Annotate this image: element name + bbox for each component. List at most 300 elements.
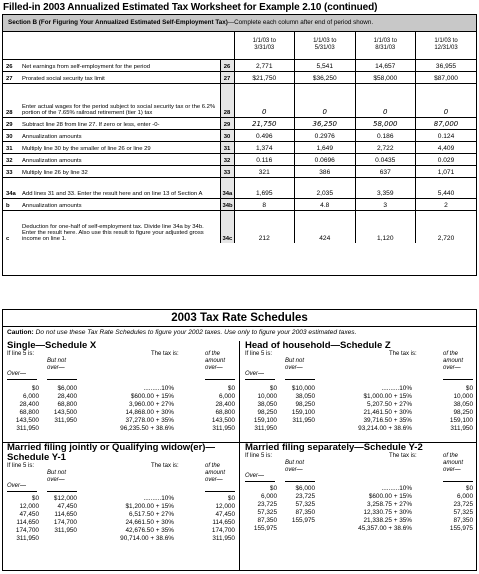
line-description: Net earnings from self-employment for the period xyxy=(20,59,220,71)
worksheet-row-29 xyxy=(3,117,476,129)
label-line: over— xyxy=(205,365,223,371)
label-line: But not xyxy=(47,358,67,364)
schedule-cell-4: $0 xyxy=(465,385,473,392)
line-value-col-3: 0 xyxy=(355,83,416,117)
line-value-col-4: 1,071 xyxy=(416,165,477,177)
schedule-cell-3: 21,461.50 + 30% xyxy=(363,409,412,416)
line-value-col-4: 87,000 xyxy=(416,117,477,129)
line-value-col-3: 0.0435 xyxy=(355,153,416,165)
line-box-number: 32 xyxy=(220,153,234,165)
schedule-cell-2: 98,250 xyxy=(295,401,315,408)
header-blank xyxy=(220,32,234,59)
line-box-number: 27 xyxy=(220,71,234,83)
schedule-row xyxy=(245,509,477,517)
column-header-line: 3/31/03 xyxy=(254,44,275,51)
schedule-cell-3: 93,214.00 + 38.6% xyxy=(358,425,412,432)
schedule-cell-2: 159,100 xyxy=(291,409,315,416)
schedule-cell-2: $6,000 xyxy=(295,485,315,492)
column-header-1 xyxy=(234,32,295,59)
line-value-col-1: 8 xyxy=(234,198,295,210)
section-b-heading-rest: —Complete each column after end of period shown. xyxy=(227,19,374,26)
schedule-column-labels xyxy=(245,453,477,483)
schedule-cell-3: ..........10% xyxy=(143,385,174,392)
schedule-cell-1: 38,050 xyxy=(257,401,277,408)
schedule-cell-1: 28,400 xyxy=(19,401,39,408)
schedule-row xyxy=(7,401,239,409)
schedule-cell-4: 68,800 xyxy=(215,409,235,416)
label-line: of the xyxy=(443,453,459,459)
rule xyxy=(205,491,235,492)
line-value-col-4: 36,955 xyxy=(416,59,477,71)
schedule-row xyxy=(7,511,239,519)
line-value-col-4: 0.124 xyxy=(416,129,477,141)
line-description: Multiply line 30 by the smaller of line 26 or line 29 xyxy=(20,141,220,153)
tax-schedules-title: 2003 Tax Rate Schedules xyxy=(3,310,476,327)
line-value-col-3: 14,657 xyxy=(355,59,416,71)
tax-rate-schedules xyxy=(2,309,477,571)
worksheet-row-26 xyxy=(3,59,476,71)
line-number: c xyxy=(3,210,20,243)
column-header-3 xyxy=(355,32,416,59)
line-box-number: 34a xyxy=(220,177,234,198)
schedule-cell-3: 90,714.00 + 38.6% xyxy=(120,535,174,542)
schedule-cell-1: $0 xyxy=(269,385,277,392)
line-box-number: 34b xyxy=(220,198,234,210)
line-description: Add lines 31 and 33. Enter the result here and on line 13 of Section A xyxy=(20,177,220,198)
schedule-column-labels xyxy=(7,463,239,493)
label-line: of the xyxy=(205,351,221,357)
schedule-row xyxy=(7,495,239,503)
schedule-cell-4: 6,000 xyxy=(219,393,235,400)
schedule-cell-4: 311,950 xyxy=(450,425,473,432)
schedule-row xyxy=(245,401,477,409)
column-header-line: 1/1/03 to xyxy=(434,37,458,44)
schedule-cell-1: 114,650 xyxy=(16,519,39,526)
column-header-2 xyxy=(295,32,356,59)
rule xyxy=(443,481,473,482)
worksheet-row-27 xyxy=(3,71,476,83)
schedule-cell-3: 24,661.50 + 30% xyxy=(125,519,174,526)
line-value-col-3: 3 xyxy=(355,198,416,210)
label-line: over— xyxy=(47,365,65,371)
schedule-cell-2: 47,450 xyxy=(57,503,77,510)
line-number: 30 xyxy=(3,129,20,141)
schedule-cell-2: 155,975 xyxy=(291,517,315,524)
line-value-col-4: 2 xyxy=(416,198,477,210)
rule xyxy=(285,379,315,380)
section-b-heading-bold: Section B (For Figuring Your Annualized Estimated Self-Employment Tax) xyxy=(8,19,228,26)
label-line: over— xyxy=(47,477,65,483)
line-value-col-2: 424 xyxy=(295,210,356,243)
tax-is-label: The tax is: xyxy=(389,453,417,459)
label-line: of the xyxy=(443,351,459,357)
worksheet-row-33 xyxy=(3,165,476,177)
label-line: over— xyxy=(285,365,303,371)
schedule-cell-1: 311,950 xyxy=(254,425,277,432)
line-box-number: 26 xyxy=(220,59,234,71)
header-blank xyxy=(3,32,20,59)
schedule-cell-4: 23,725 xyxy=(453,501,473,508)
schedule-cell-4: $0 xyxy=(465,485,473,492)
page-title: Filled-in 2003 Annualized Estimated Tax Worksheet for Example 2.10 (continued) xyxy=(3,2,378,13)
schedule-cell-3: 6,517.50 + 27% xyxy=(129,511,174,518)
schedule-cell-1: $0 xyxy=(31,495,39,502)
schedule-cell-1: 23,725 xyxy=(257,501,277,508)
schedule-rows xyxy=(7,495,239,543)
of-amount-over-label xyxy=(443,453,463,474)
if-line-label: If line 5 is: xyxy=(7,463,35,469)
line-number: 29 xyxy=(3,117,20,129)
line-box-number: 29 xyxy=(220,117,234,129)
schedule-row xyxy=(7,425,239,433)
schedule-cell-3: 45,357.00 + 38.6% xyxy=(358,525,412,532)
section-b-heading xyxy=(3,15,476,32)
schedule-cell-2: 57,325 xyxy=(295,501,315,508)
schedule-row xyxy=(245,385,477,393)
worksheet-row-34a xyxy=(3,177,476,198)
schedule-cell-4: 12,000 xyxy=(215,503,235,510)
line-box-number: 30 xyxy=(220,129,234,141)
schedule-cell-2: $6,000 xyxy=(57,385,77,392)
tax-is-label: The tax is: xyxy=(151,351,179,357)
of-amount-over-label xyxy=(205,463,225,484)
line-value-col-4: 4,409 xyxy=(416,141,477,153)
rule xyxy=(47,491,77,492)
schedule-cell-3: 12,330.75 + 30% xyxy=(363,509,412,516)
schedule-name: Married filing separately—Schedule Y-2 xyxy=(245,442,423,453)
schedule-cell-4: 98,250 xyxy=(453,409,473,416)
line-box-number: 28 xyxy=(220,83,234,117)
label-line: amount xyxy=(205,358,226,364)
schedule-name: Head of household—Schedule Z xyxy=(245,340,391,351)
line-value-col-1: 321 xyxy=(234,165,295,177)
line-value-col-1: 2,771 xyxy=(234,59,295,71)
over-label: Over— xyxy=(245,371,265,377)
worksheet-row-28 xyxy=(3,83,476,117)
caution-label: Caution: xyxy=(7,329,34,336)
label-line: But not xyxy=(285,460,305,466)
schedule-cell-4: 174,700 xyxy=(211,527,235,534)
schedule-cell-4: 6,000 xyxy=(457,493,473,500)
schedule-cell-1: 47,450 xyxy=(19,511,39,518)
schedule-cell-3: ..........10% xyxy=(143,495,174,502)
schedule-cell-2: 311,950 xyxy=(54,417,77,424)
schedule-row xyxy=(7,527,239,535)
line-value-col-4: 0.029 xyxy=(416,153,477,165)
column-header-4 xyxy=(416,32,477,59)
header-blank xyxy=(20,32,220,59)
schedule-cell-4: 47,450 xyxy=(215,511,235,518)
line-value-col-3: 637 xyxy=(355,165,416,177)
line-number: 33 xyxy=(3,165,20,177)
worksheet-table xyxy=(3,32,476,243)
over-label: Over— xyxy=(245,473,265,479)
rule xyxy=(47,379,77,380)
line-description: Annualization amounts xyxy=(20,198,220,210)
line-value-col-3: 58,000 xyxy=(355,117,416,129)
rule xyxy=(205,379,235,380)
worksheet-row-32 xyxy=(3,153,476,165)
schedule-cell-2: 311,950 xyxy=(54,527,77,534)
worksheet-row-31 xyxy=(3,141,476,153)
line-number: 27 xyxy=(3,71,20,83)
schedule-row xyxy=(245,485,477,493)
schedule-cell-3: ..........10% xyxy=(381,385,412,392)
line-value-col-2: 386 xyxy=(295,165,356,177)
schedule-cell-1: 6,000 xyxy=(261,493,277,500)
schedule-cell-4: 311,950 xyxy=(212,425,235,432)
schedule-name: Single—Schedule X xyxy=(7,340,97,351)
schedule-row xyxy=(7,503,239,511)
schedule-cell-2: 143,500 xyxy=(53,409,77,416)
schedule-row xyxy=(7,393,239,401)
schedule-cell-2: 68,800 xyxy=(57,401,77,408)
schedule-cell-1: 10,000 xyxy=(257,393,277,400)
line-value-col-3: 2,722 xyxy=(355,141,416,153)
line-description: Multiply line 26 by line 32 xyxy=(20,165,220,177)
schedule-cell-1: $0 xyxy=(269,485,277,492)
line-value-col-4: $87,000 xyxy=(416,71,477,83)
rule xyxy=(443,379,473,380)
schedule-rows xyxy=(7,385,239,433)
if-line-label: If line 5 is: xyxy=(245,351,273,357)
schedule-row xyxy=(245,493,477,501)
worksheet-row-34b xyxy=(3,198,476,210)
over-label: Over— xyxy=(7,483,27,489)
schedule-cell-3: $1,200.00 + 15% xyxy=(125,503,174,510)
over-label: Over— xyxy=(7,371,27,377)
schedule-rows xyxy=(245,385,477,433)
column-header-line: 1/1/03 to xyxy=(252,37,276,44)
label-line: But not xyxy=(47,470,67,476)
label-line: over— xyxy=(443,365,461,371)
schedule-row xyxy=(7,385,239,393)
rule xyxy=(7,491,37,492)
line-value-col-4: 0 xyxy=(416,83,477,117)
schedule-cell-3: 96,235.50 + 38.6% xyxy=(120,425,174,432)
line-box-number: 34c xyxy=(220,210,234,243)
schedule-cell-2: 38,050 xyxy=(295,393,315,400)
if-line-label: If line 5 is: xyxy=(245,453,273,459)
schedule-cell-3: $600.00 + 15% xyxy=(130,393,174,400)
schedule-row xyxy=(245,501,477,509)
schedule-cell-4: 311,950 xyxy=(212,535,235,542)
schedule-row xyxy=(245,393,477,401)
schedule-row xyxy=(245,525,477,533)
schedule-cell-3: ..........10% xyxy=(381,485,412,492)
line-box-number: 31 xyxy=(220,141,234,153)
schedule-cell-3: 39,716.50 + 35% xyxy=(363,417,412,424)
line-value-col-1: 21,750 xyxy=(234,117,295,129)
line-value-col-2: 2,035 xyxy=(295,177,356,198)
label-line: amount xyxy=(205,470,226,476)
label-line: over— xyxy=(443,467,461,473)
schedule-divider-vertical xyxy=(239,341,240,571)
schedule-cell-1: 98,250 xyxy=(257,409,277,416)
schedule-cell-3: 3,960.00 + 27% xyxy=(129,401,174,408)
schedule-row xyxy=(245,417,477,425)
schedule-row xyxy=(7,535,239,543)
schedule-cell-3: $1,000.00 + 15% xyxy=(363,393,412,400)
schedule-cell-1: 155,975 xyxy=(253,525,277,532)
schedule-cell-2: 28,400 xyxy=(57,393,77,400)
schedule-cell-1: 159,100 xyxy=(253,417,277,424)
schedule-cell-2: 311,950 xyxy=(292,417,315,424)
rule xyxy=(7,379,37,380)
schedule-row xyxy=(7,417,239,425)
line-description: Enter actual wages for the period subject to social security tax or the 6.2% portion of the 7.65% railroad retirement (tier 1) tax xyxy=(20,83,220,117)
schedule-cell-3: 42,676.50 + 35% xyxy=(125,527,174,534)
of-amount-over-label xyxy=(205,351,225,372)
line-description: Deduction for one-half of self-employment tax. Divide line 34a by 34b. Enter the result here. Also use this result to figure your adjusted gross income on line 1. xyxy=(20,210,220,243)
schedule-cell-4: 57,325 xyxy=(453,509,473,516)
schedule-cell-1: 68,800 xyxy=(19,409,39,416)
schedule-cell-2: 174,700 xyxy=(53,519,77,526)
column-header-row xyxy=(3,32,476,59)
worksheet-row-30 xyxy=(3,129,476,141)
line-value-col-2: 5,541 xyxy=(295,59,356,71)
schedule-3 xyxy=(7,443,239,543)
rule xyxy=(245,481,275,482)
schedule-cell-3: $600.00 + 15% xyxy=(368,493,412,500)
label-line: amount xyxy=(443,358,464,364)
but-not-over-label xyxy=(47,470,66,484)
column-header-line: 1/1/03 to xyxy=(313,37,337,44)
line-value-col-2: 4.8 xyxy=(295,198,356,210)
of-amount-over-label xyxy=(443,351,463,372)
schedule-1 xyxy=(7,341,239,433)
line-description: Annualization amounts xyxy=(20,129,220,141)
schedule-row xyxy=(7,409,239,417)
tax-is-label: The tax is: xyxy=(151,463,179,469)
but-not-over-label xyxy=(285,460,304,474)
rule xyxy=(285,481,315,482)
but-not-over-label xyxy=(285,358,304,372)
column-header-line: 12/31/03 xyxy=(434,44,458,51)
caution-note xyxy=(3,327,476,339)
label-line: over— xyxy=(285,467,303,473)
line-value-col-1: 1,695 xyxy=(234,177,295,198)
schedule-cell-1: 6,000 xyxy=(23,393,39,400)
line-value-col-1: 1,374 xyxy=(234,141,295,153)
schedule-cell-1: 311,950 xyxy=(16,425,39,432)
line-value-col-1: $21,750 xyxy=(234,71,295,83)
line-number: 28 xyxy=(3,83,20,117)
schedule-cell-1: 174,700 xyxy=(15,527,39,534)
line-value-col-1: 0.496 xyxy=(234,129,295,141)
line-number: 26 xyxy=(3,59,20,71)
schedule-cell-4: 114,650 xyxy=(212,519,235,526)
line-value-col-4: 5,440 xyxy=(416,177,477,198)
label-line: of the xyxy=(205,463,221,469)
caution-text: Do not use these Tax Rate Schedules to figure your 2002 taxes. Use only to figure your 2003 estimated taxes. xyxy=(35,329,357,336)
schedule-2 xyxy=(245,341,477,433)
label-line: amount xyxy=(443,460,464,466)
line-value-col-3: 0.186 xyxy=(355,129,416,141)
schedule-cell-4: 159,100 xyxy=(449,417,473,424)
schedule-name: Married filing jointly or Qualifying widow(er)—Schedule Y-1 xyxy=(7,442,215,463)
schedule-cell-2: 114,650 xyxy=(54,511,77,518)
schedule-cell-4: 87,350 xyxy=(453,517,473,524)
schedule-cell-3: 5,207.50 + 27% xyxy=(367,401,412,408)
schedule-rows xyxy=(245,485,477,533)
schedule-row xyxy=(245,517,477,525)
section-b-worksheet xyxy=(2,14,477,276)
line-value-col-4: 2,720 xyxy=(416,210,477,243)
schedule-cell-3: 14,868.00 + 30% xyxy=(125,409,174,416)
line-description: Annualization amounts xyxy=(20,153,220,165)
schedule-column-labels xyxy=(7,351,239,381)
schedule-4 xyxy=(245,443,477,533)
schedule-cell-1: 143,500 xyxy=(15,417,39,424)
schedule-cell-1: 12,000 xyxy=(19,503,39,510)
line-number: 31 xyxy=(3,141,20,153)
schedule-cell-4: $0 xyxy=(227,495,235,502)
line-description: Prorated social security tax limit xyxy=(20,71,220,83)
line-number: 34a xyxy=(3,177,20,198)
rule xyxy=(245,379,275,380)
line-value-col-2: 36,250 xyxy=(295,117,356,129)
but-not-over-label xyxy=(47,358,66,372)
if-line-label: If line 5 is: xyxy=(7,351,35,357)
schedule-cell-2: $12,000 xyxy=(53,495,77,502)
schedule-row xyxy=(7,519,239,527)
line-number: b xyxy=(3,198,20,210)
label-line: over— xyxy=(205,477,223,483)
line-value-col-2: 0 xyxy=(295,83,356,117)
schedule-cell-2: 23,725 xyxy=(295,493,315,500)
line-number: 32 xyxy=(3,153,20,165)
schedule-cell-2: 87,350 xyxy=(295,509,315,516)
schedule-cell-4: 28,400 xyxy=(215,401,235,408)
tax-is-label: The tax is: xyxy=(389,351,417,357)
schedule-cell-4: 10,000 xyxy=(453,393,473,400)
worksheet-row-34c xyxy=(3,210,476,243)
schedule-cell-3: 3,258.75 + 27% xyxy=(367,501,412,508)
line-value-col-1: 0 xyxy=(234,83,295,117)
line-value-col-1: 212 xyxy=(234,210,295,243)
line-value-col-3: $58,000 xyxy=(355,71,416,83)
schedule-cell-1: 87,350 xyxy=(257,517,277,524)
schedule-cell-3: 21,338.25 + 35% xyxy=(363,517,412,524)
column-header-line: 5/31/03 xyxy=(314,44,335,51)
schedule-cell-4: $0 xyxy=(227,385,235,392)
line-value-col-3: 1,120 xyxy=(355,210,416,243)
label-line: But not xyxy=(285,358,305,364)
schedule-cell-4: 143,500 xyxy=(211,417,235,424)
schedule-cell-4: 38,050 xyxy=(453,401,473,408)
line-value-col-2: 1,649 xyxy=(295,141,356,153)
schedule-row xyxy=(245,409,477,417)
line-value-col-2: $36,250 xyxy=(295,71,356,83)
schedule-row xyxy=(245,425,477,433)
line-description: Subtract line 28 from line 27. If zero or less, enter -0- xyxy=(20,117,220,129)
line-box-number: 33 xyxy=(220,165,234,177)
schedule-cell-2: $10,000 xyxy=(291,385,315,392)
schedule-column-labels xyxy=(245,351,477,381)
line-value-col-3: 3,359 xyxy=(355,177,416,198)
line-value-col-2: 0.0696 xyxy=(295,153,356,165)
schedule-cell-1: 311,950 xyxy=(16,535,39,542)
line-value-col-1: 0.116 xyxy=(234,153,295,165)
schedule-cell-1: $0 xyxy=(31,385,39,392)
column-header-line: 1/1/03 to xyxy=(373,37,397,44)
schedule-cell-4: 155,975 xyxy=(449,525,473,532)
schedule-cell-1: 57,325 xyxy=(257,509,277,516)
schedule-cell-3: 37,278.00 + 35% xyxy=(125,417,174,424)
column-header-line: 8/31/03 xyxy=(375,44,396,51)
line-value-col-2: 0.2976 xyxy=(295,129,356,141)
